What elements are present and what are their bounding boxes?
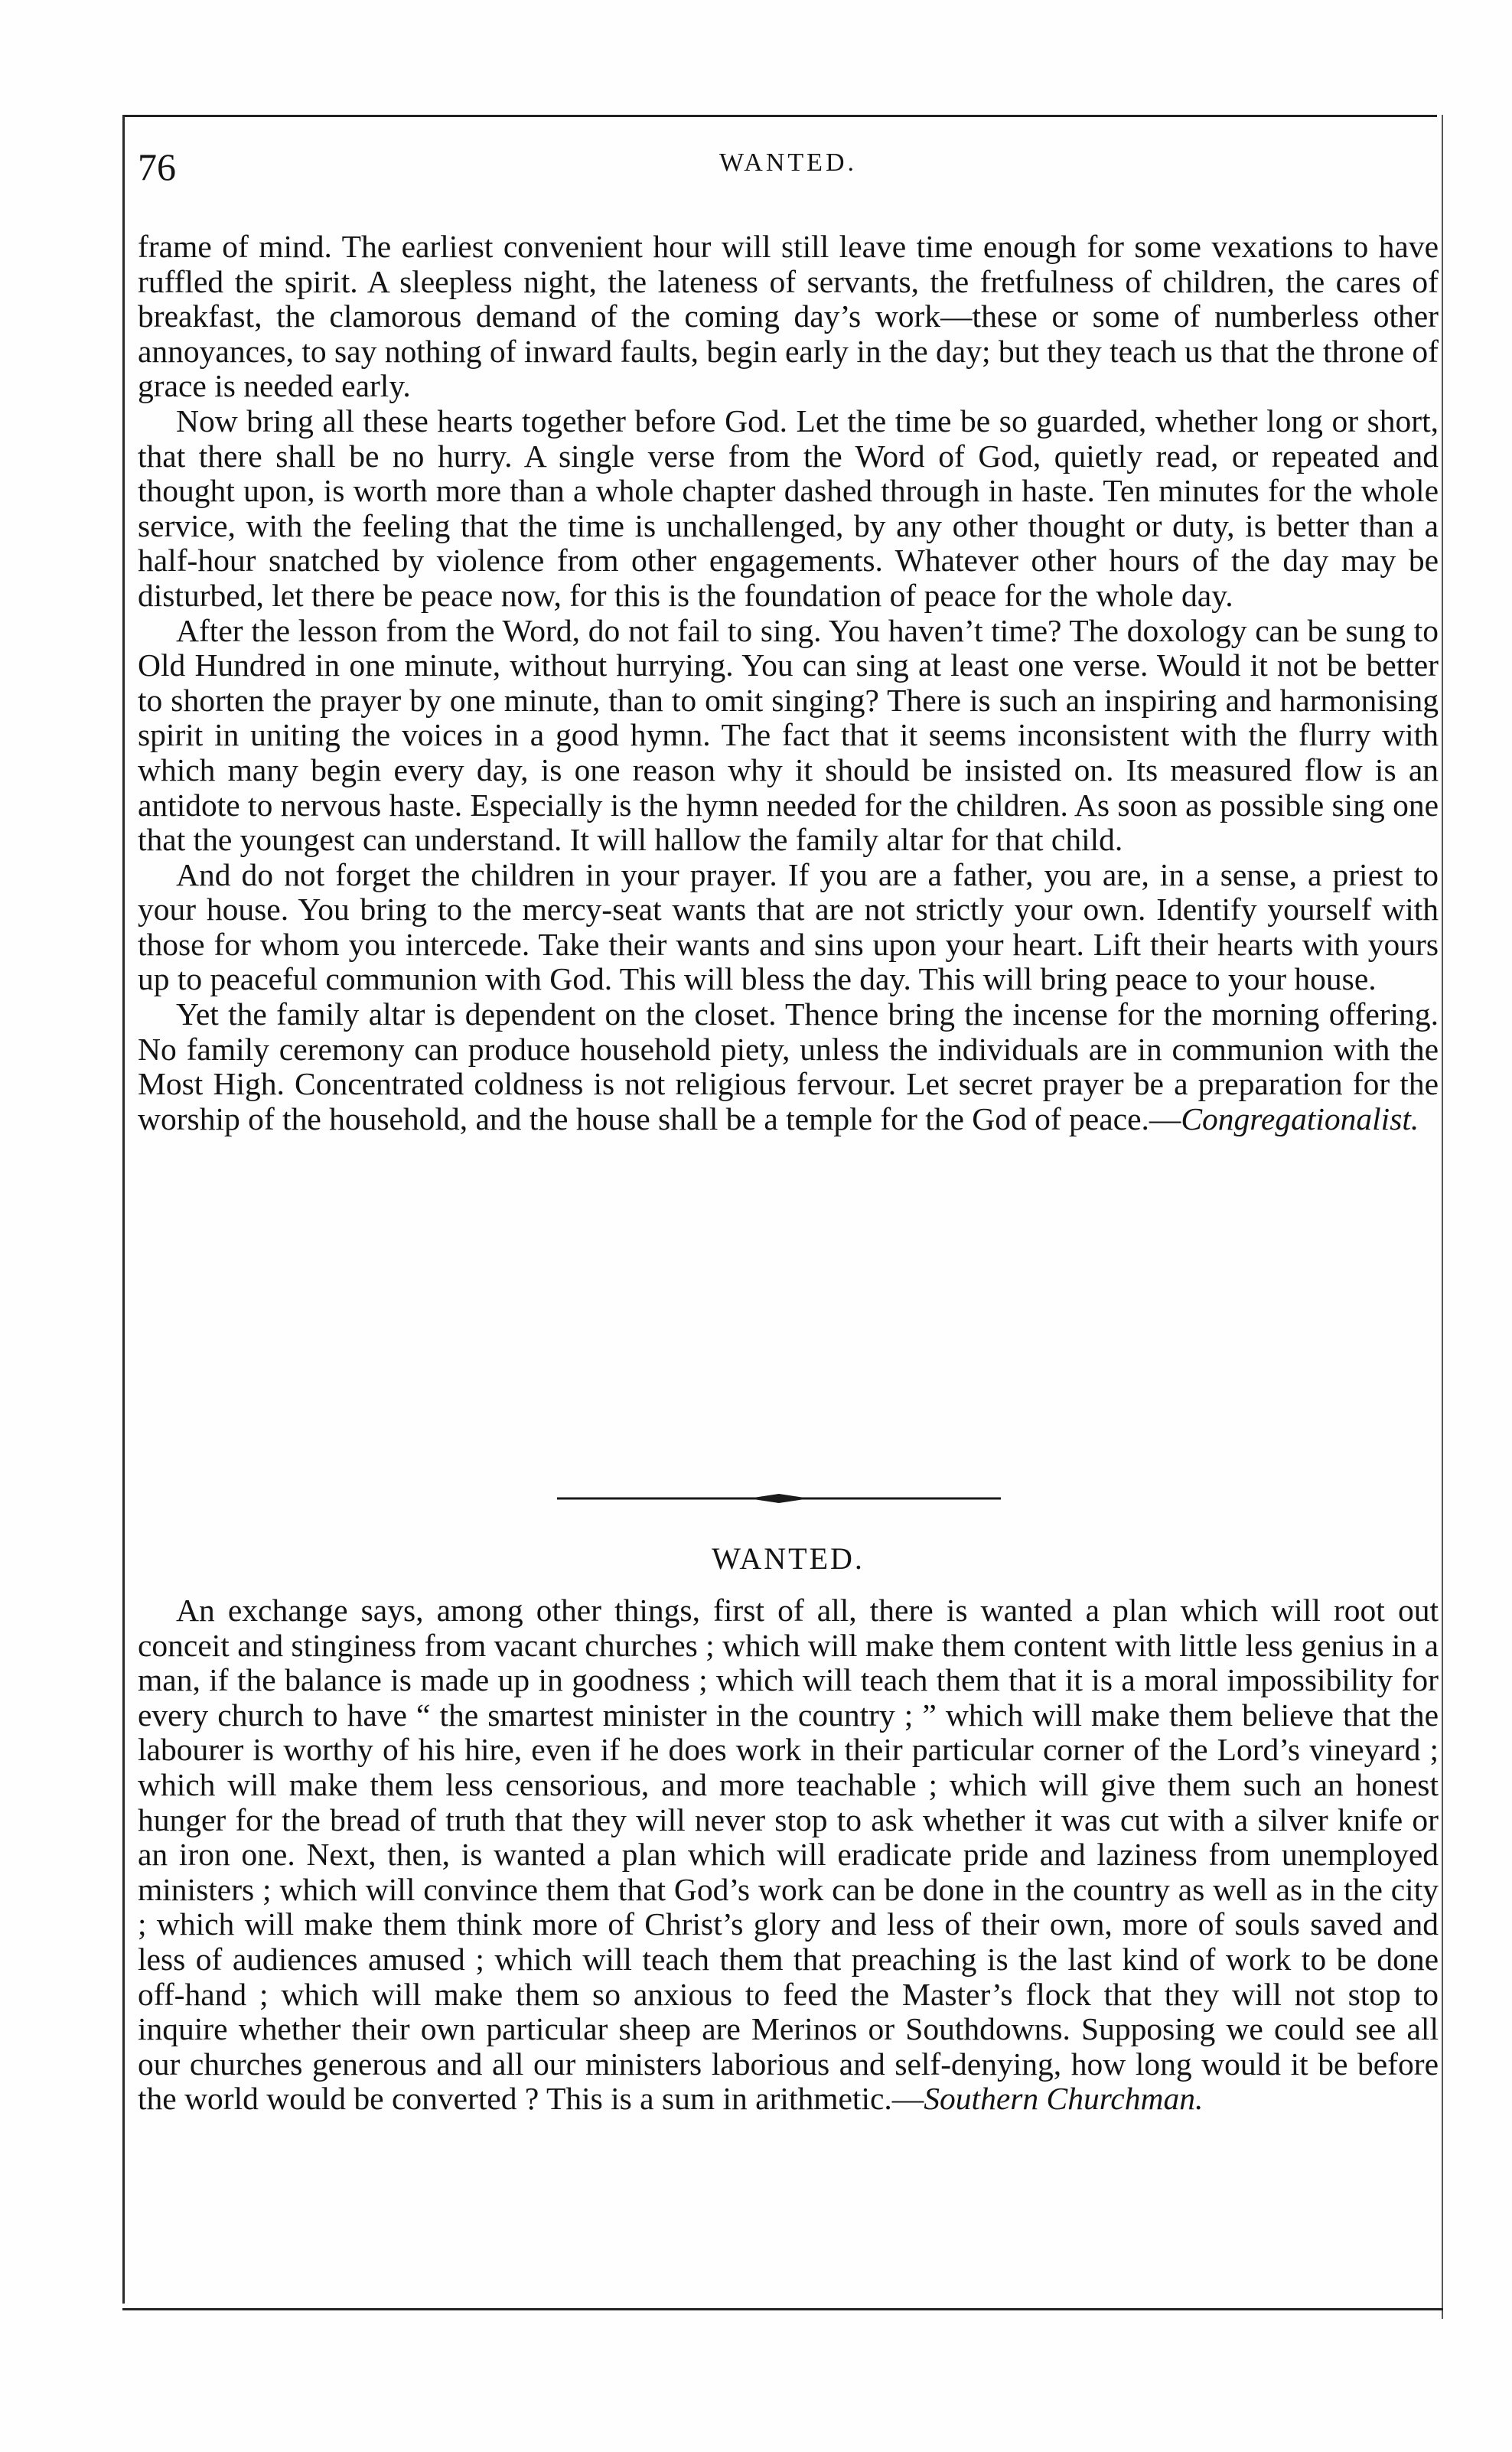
paragraph: frame of mind. The earliest convenient hour will still leave time enough for some vexations to have ruffled the spirit. A sleepless night, the lateness of servants, the fretfulness of children, the cares of breakfast, the clamorous demand of the coming day’s work—these or some of numberless other annoyances, to say nothing of inward faults, begin early in the day; but they teach us that the throne of grace is needed early.: [138, 229, 1439, 404]
paragraph-last: [138, 997, 1439, 1136]
top-rule: [124, 115, 1437, 117]
source-attribution: Congregationalist.: [1181, 1100, 1419, 1136]
section-title: WANTED.: [712, 1541, 865, 1576]
article-wanted: [138, 1593, 1439, 2117]
running-title: WANTED.: [719, 148, 858, 177]
left-border-rule: [122, 115, 125, 2304]
paragraph: [138, 1593, 1439, 2117]
paragraph-text: Yet the family altar is dependent on the closet. Thence bring the incense for the morning offering. No family ceremony can produce household piety, unless the individuals are in communion with the Most High. Concentrated coldness is not religious fervour. Let secret prayer be a preparation for the worship of the household, and the house shall be a temple for the God of peace.—: [138, 996, 1439, 1136]
source-attribution: Southern Churchman.: [924, 2081, 1204, 2117]
article-family-altar: [138, 230, 1439, 1136]
page-header: [138, 144, 1439, 190]
paragraph: And do not forget the children in your prayer. If you are a father, you are, in a sense, a priest to your house. You bring to the mercy-seat wants that are not strictly your own. Identify yourself with those for whom you intercede. Take their wants and sins upon your heart. Lift their hearts with yours up to peaceful communion with God. This will bless the day. This will bring peace to your house.: [138, 856, 1439, 997]
section-divider-ornament: [557, 1492, 1001, 1505]
paragraph-text: An exchange says, among other things, first of all, there is wanted a plan which will root out conceit and stinginess from vacant churches ; which will make them content with little less genius in a man, if the balance is made up in goodness ; which will teach them that it is a moral impossibility for every church to have “ the smartest minister in the country ; ” which will make them believe that the labourer is worthy of his hire, even if he does work in their particular corner of the Lord’s vineyard ; which will make them less censorious, and more teachable ; which will give them such an honest hunger for the bread of truth that they will never stop to ask whether it was cut with a silver knife or an iron one. Next, then, is wanted a plan which will eradicate pride and laziness from unemployed ministers ; which will convince them that God’s work can be done in the country as well as in the city ; which will make them think more of Christ’s glory and less of their own, more of souls saved and less of audiences amused ; which will teach them that preaching is the last kind of work to be done off-hand ; which will make them so anxious to feed the Master’s flock that they will not stop to inquire whether their own particular sheep are Merinos or Southdowns. Supposing we could see all our churches generous and all our ministers laborious and self-denying, how long would it be before the world would be converted ? This is a sum in arithmetic.—: [138, 1593, 1439, 2117]
page-number: 76: [138, 145, 176, 188]
right-border-rule: [1442, 115, 1443, 2319]
paragraph: Now bring all these hearts together before God. Let the time be so guarded, whether long or short, that there shall be no hurry. A single verse from the Word of God, quietly read, or repeated and thought upon, is worth more than a whole chapter dashed through in haste. Ten minutes for the whole service, with the feeling that the time is unchallenged, by any other thought or duty, is better than a half-hour snatched by violence from other engagements. Whatever other hours of the day may be disturbed, let there be peace now, for this is the foundation of peace for the whole day.: [138, 403, 1439, 613]
paragraph: After the lesson from the Word, do not fail to sing. You haven’t time? The doxology can be sung to Old Hundred in one minute, without hurrying. You can sing at least one verse. Would it not be better to shorten the prayer by one minute, than to omit singing? There is such an inspiring and harmonising spirit in uniting the voices in a good hymn. The fact that it seems inconsistent with the flurry with which many begin every day, is one reason why it should be insisted on. Its measured flow is an antidote to nervous haste. Especially is the hymn needed for the children. As soon as possible sing one that the youngest can understand. It will hallow the family altar for that child.: [138, 612, 1439, 858]
bottom-rule: [122, 2308, 1443, 2310]
